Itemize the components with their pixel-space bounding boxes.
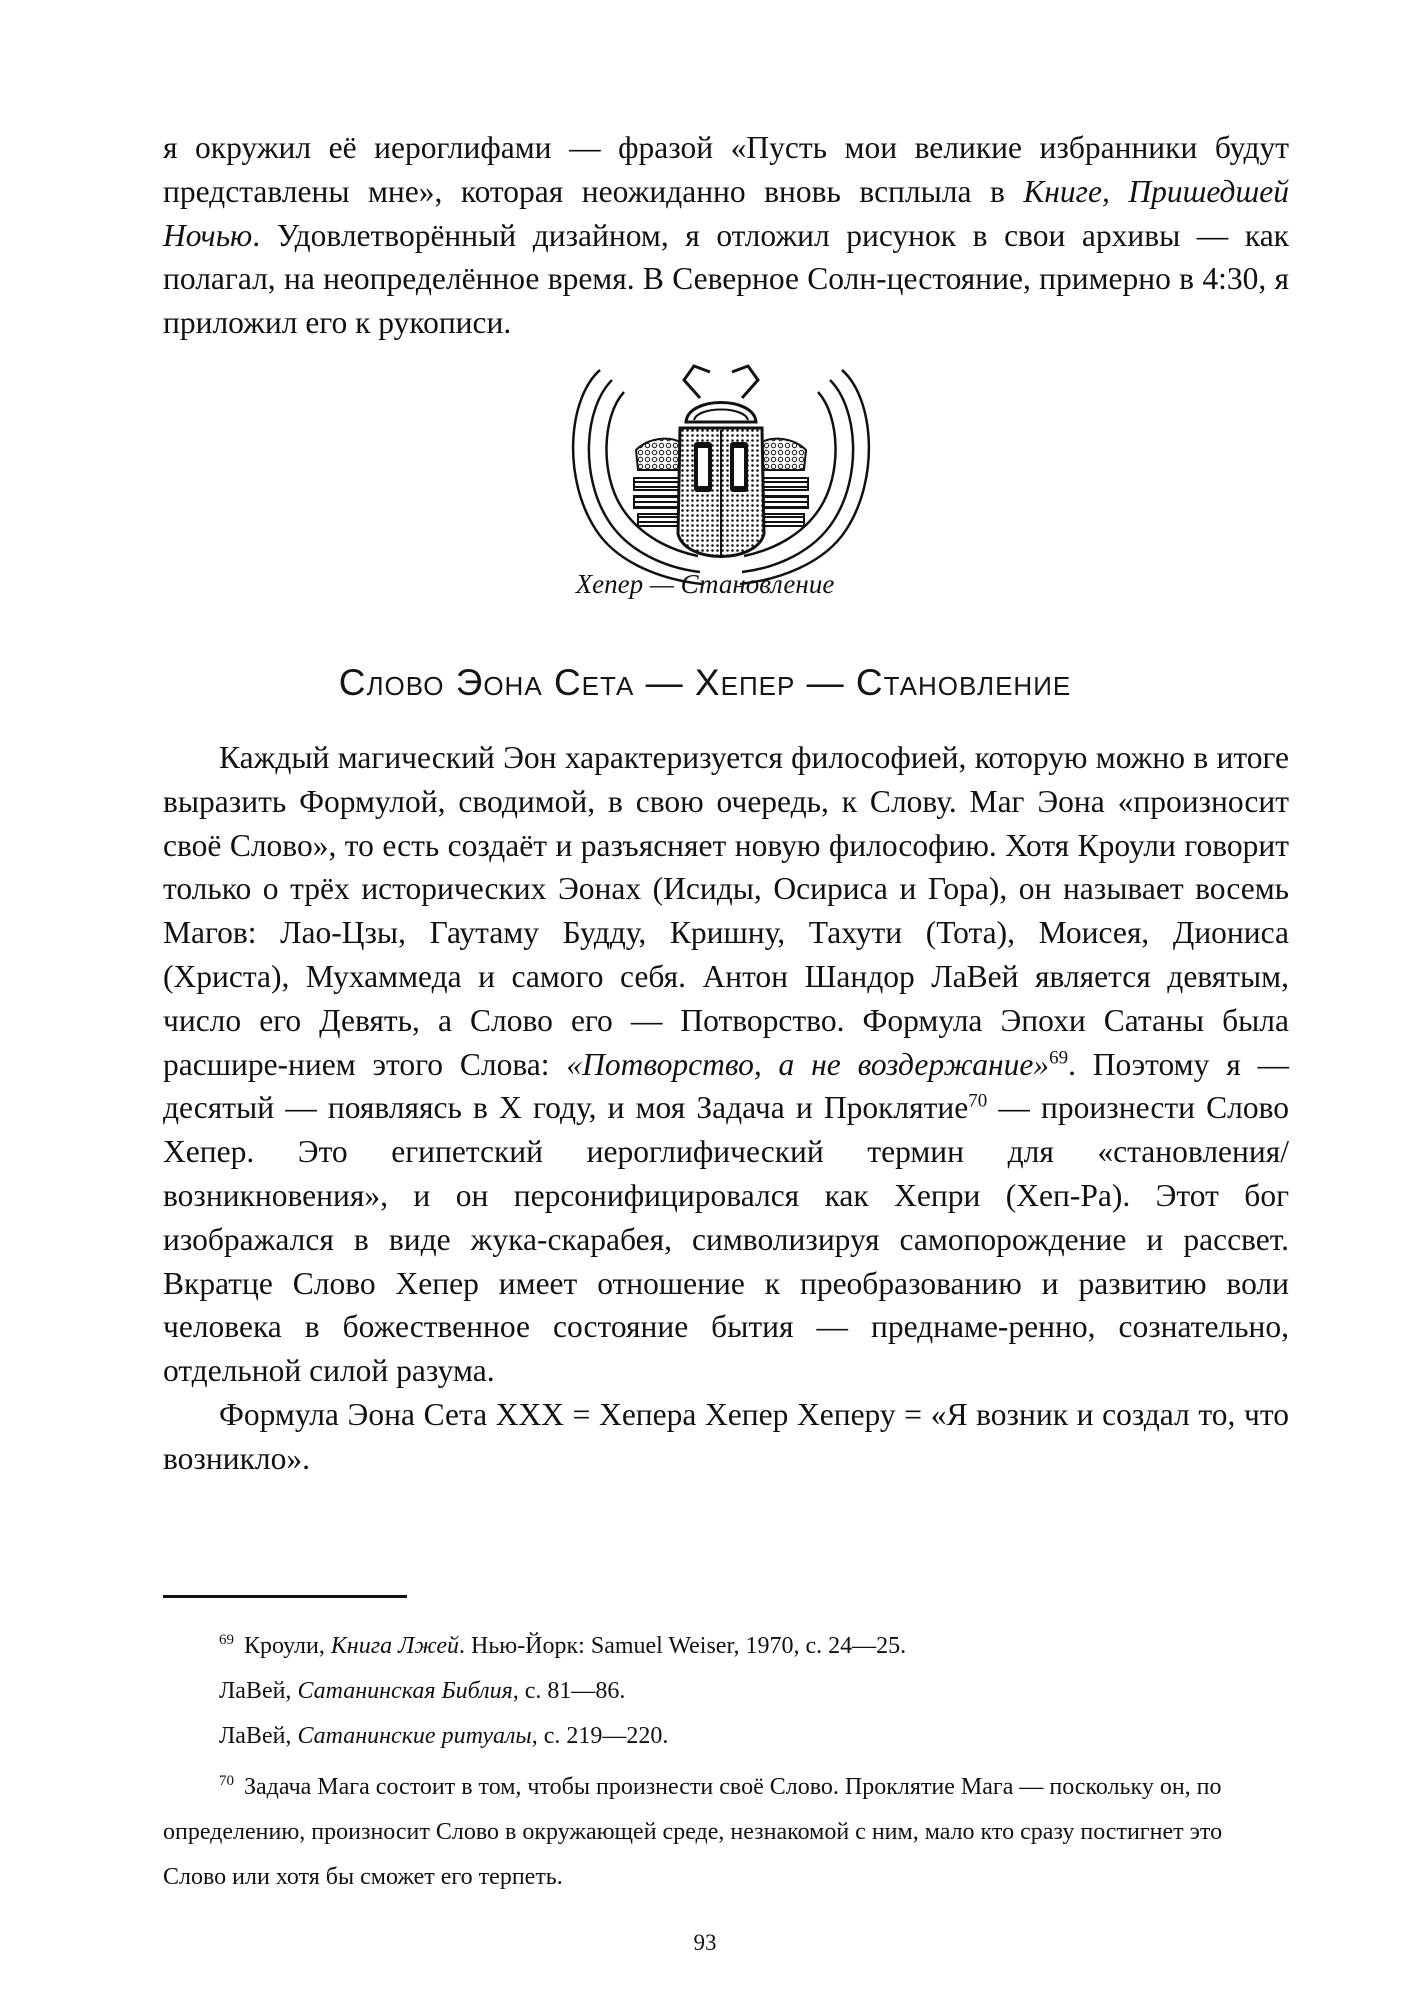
footnote-69-cont-1 [163,1669,1289,1714]
scarab-khepera-icon [560,358,882,588]
figure-caption: Хепер — Становление [575,569,835,599]
footnote-69-cont-2 [163,1714,1289,1759]
footnote-ref-69[interactable]: 69 [1049,1047,1069,1069]
book-title-emphasis: Книге, Пришедшей Ночью [163,173,1290,253]
footnote-rest: , с. 219—220. [531,1723,669,1749]
footnote-title: Сатанинская Библия [297,1678,513,1704]
section-paragraph-1 [163,736,1289,1393]
footnote-70 [163,1759,1289,1900]
paragraph-top-text-2: . Удовлетворённый дизайном, я отложил рисунок в свои архивы — как полагал, на неопределённое время. В Северное Солн-цестояние, примерно в 4:30, я приложил его к рукописи. [163,217,1289,341]
section-body [163,736,1289,1481]
footnote-title: Книга Лжей [330,1633,459,1659]
footnote-rest: , с. 81—86. [512,1678,626,1704]
footnote-69 [163,1618,1289,1669]
scarab-figure [560,358,882,588]
section-heading: Слово Эона Сета — Хепер — Становление [338,662,1072,703]
footnote-divider [163,1595,407,1598]
paragraph-top-text-1: я окружил её иероглифами — фразой «Пусть мои великие избранники будут представлены мне», которая неожиданно вновь всплыла в [163,130,1289,209]
footnote-mark: 70 [219,1773,234,1789]
page-number: 93 [693,1930,717,1955]
section-paragraph-2: Формула Эона Сета XXX = Хепера Хепер Хеперу = «Я возник и создал то, что возникло». [163,1396,1289,1476]
footnote-author: ЛаВей, [219,1678,298,1704]
section-p1-text-a: Каждый магический Эон характеризуется философией, которую можно в итоге выразить Формулой, сводимой, в свою очередь, к Слову. Маг Эона «произносит своё Слово», то есть создаёт и разъясняет новую философию. Хотя Кроули говорит только о трёх исторических Эонах (Исиды, Осириса и Гора), он называет восемь Магов: Лао-Цзы, Гаутаму Будду, Кришну, Тахути (Тота), Моисея, Диониса (Христа), Мухаммеда и самого себя. Антон Шандор ЛаВей является девятым, число его Девять, а Слово его — Потворство. Формула Эпохи Сатаны была расшире-нием этого Слова: [163,740,1289,1082]
footnote-title: Сатанинские ритуалы [297,1723,532,1749]
section-p1-text-c: — произнести Слово Хепер. Это египетский иероглифический термин для «становления/возникновения», и он персонифицировался как Хепри (Хеп-Ра). Этот бог изображался в виде жука-скарабея, символизируя самопорождение и рассвет. Вкратце Слово Хепер имеет отношение к преобразованию и развитию воли человека в божественное состояние бытия — преднаме-ренно, сознательно, отдельной силой разума. [163,1090,1289,1389]
footnote-rest: . Нью-Йорк: Samuel Weiser, 1970, с. 24—25. [458,1633,907,1659]
footnote-text: Задача Мага состоит в том, чтобы произнести своё Слово. Проклятие Мага — поскольку он, по определению, произносит Слово в окружающей среде, незнакомой с ним, мало кто сразу постигнет это Слово или хотя бы сможет его терпеть. [163,1774,1223,1890]
footnote-ref-70[interactable]: 70 [968,1090,988,1112]
paragraph-top [163,126,1289,345]
footnote-author: ЛаВей, [219,1723,298,1749]
footnotes [163,1618,1289,1900]
footnote-mark: 69 [219,1632,234,1648]
footnote-author: Кроули, [244,1633,331,1659]
section-p1-text-b: . Поэтому я — десятый — появляясь в X году, и моя Задача и Проклятие [163,1046,1290,1126]
motto-quote: «Потворство, а не воздержание» [566,1046,1050,1082]
